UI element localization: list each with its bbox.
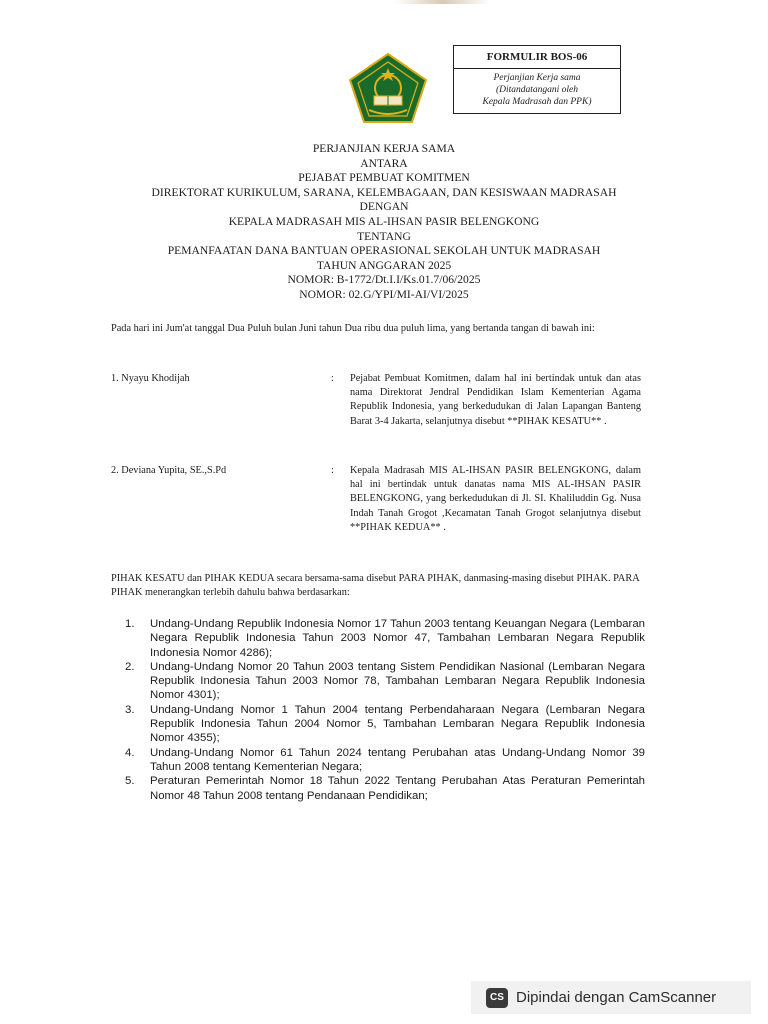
list-item: 5. Peraturan Pemerintah Nomor 18 Tahun 2022 Tentang Perubahan Atas Peraturan Pemerintah Nomor 48 Tahun 2008 tentang Pendanaan Pendidikan; <box>125 775 645 802</box>
watermark-text: Dipindai dengan CamScanner <box>516 989 717 1006</box>
title-line: DENGAN <box>359 200 409 214</box>
list-item: 3. Undang-Undang Nomor 1 Tahun 2004 tentang Perbendaharaan Negara (Lembaran Negara Republik Indonesia Tahun 2004 Nomor 5, Tambahan Lembaran Negara Republik Indonesia Nomor 4355); <box>125 703 645 745</box>
title-line: NOMOR: 02.G/YPI/MI-AI/VI/2025 <box>299 287 469 301</box>
party-name: 1. Nyayu Khodijah <box>111 373 190 384</box>
party-description: Pejabat Pembuat Komitmen, dalam hal ini bertindak untuk dan atas nama Direktorat Jendral Pendidikan Islam Kementerian Agama Republik Indonesia, yang berkedudukan di Jalan Lapangan Banteng Barat 3-4 Jakarta, selanjutnya disebut **PIHAK KESATU** . <box>350 373 641 427</box>
title-line: TENTANG <box>357 229 411 243</box>
title-line: PEJABAT PEMBUAT KOMITMEN <box>298 171 470 185</box>
title-line: NOMOR: B-1772/Dt.I.I/Ks.01.7/06/2025 <box>287 273 481 287</box>
list-item: 2. Undang-Undang Nomor 20 Tahun 2003 tentang Sistem Pendidikan Nasional (Lembaran Negara Republik Indonesia Tahun 2003 Nomor 78, Tambahan Lembaran Negara Republik Indonesia Nomor 4301); <box>125 660 645 702</box>
parties-definition-paragraph: PIHAK KESATU dan PIHAK KEDUA secara bersama-sama disebut PARA PIHAK, danmasing-masing disebut PIHAK. PARA PIHAK menerangkan terlebih dahulu bahwa berdasarkan: <box>111 573 640 598</box>
title-line: DIREKTORAT KURIKULUM, SARANA, KELEMBAGAAN, DAN KESISWAAN MADRASAH <box>151 185 617 199</box>
form-code-box <box>453 45 621 114</box>
party-colon: : <box>331 373 334 384</box>
title-line: ANTARA <box>360 156 408 170</box>
party-second <box>111 464 641 550</box>
party-colon: : <box>331 465 334 476</box>
form-code-note: Perjanjian Kerja sama (Ditandatangani oleh Kepala Madrasah dan PPK) <box>482 73 592 107</box>
title-line: KEPALA MADRASAH MIS AL-IHSAN PASIR BELENGKONG <box>228 214 540 228</box>
list-item: 1. Undang-Undang Republik Indonesia Nomor 17 Tahun 2003 tentang Keuangan Negara (Lembaran Negara Republik Indonesia Tahun 2003 Nomor 47, Tambahan Lembaran Negara Republik Indonesia Nomor 4286); <box>125 618 645 659</box>
scan-artifact <box>395 0 490 4</box>
party-description: Kepala Madrasah MIS AL-IHSAN PASIR BELENGKONG, dalam hal ini bertindak untuk danatas nama MIS AL-IHSAN PASIR BELENGKONG, yang berkedudukan di Jl. SI. Khaliluddin Gg. Nusa Indah Tanah Grogot ,Kecamatan Tanah Grogot selanjutnya disebut **PIHAK KEDUA** . <box>350 465 641 533</box>
camscanner-logo-icon: CS <box>486 988 508 1008</box>
camscanner-watermark <box>471 981 751 1014</box>
legal-basis-list <box>125 617 645 803</box>
agreement-title-block <box>100 142 668 303</box>
title-line: PEMANFAATAN DANA BANTUAN OPERASIONAL SEKOLAH UNTUK MADRASAH <box>167 244 601 258</box>
list-item: 4. Undang-Undang Nomor 61 Tahun 2024 tentang Perubahan atas Undang-Undang Nomor 39 Tahun 2008 tentang Kementerian Negara; <box>125 746 645 773</box>
title-line: PERJANJIAN KERJA SAMA <box>312 142 456 155</box>
intro-paragraph: Pada hari ini Jum'at tanggal Dua Puluh bulan Juni tahun Dua ribu dua puluh lima, yang bertanda tangan di bawah ini: <box>111 323 595 334</box>
party-name: 2. Deviana Yupita, SE.,S.Pd <box>111 465 227 476</box>
form-code-title: FORMULIR BOS-06 <box>454 46 620 69</box>
kementerian-agama-emblem-icon <box>347 52 429 124</box>
party-first <box>111 372 641 444</box>
title-line: TAHUN ANGGARAN 2025 <box>316 258 452 272</box>
